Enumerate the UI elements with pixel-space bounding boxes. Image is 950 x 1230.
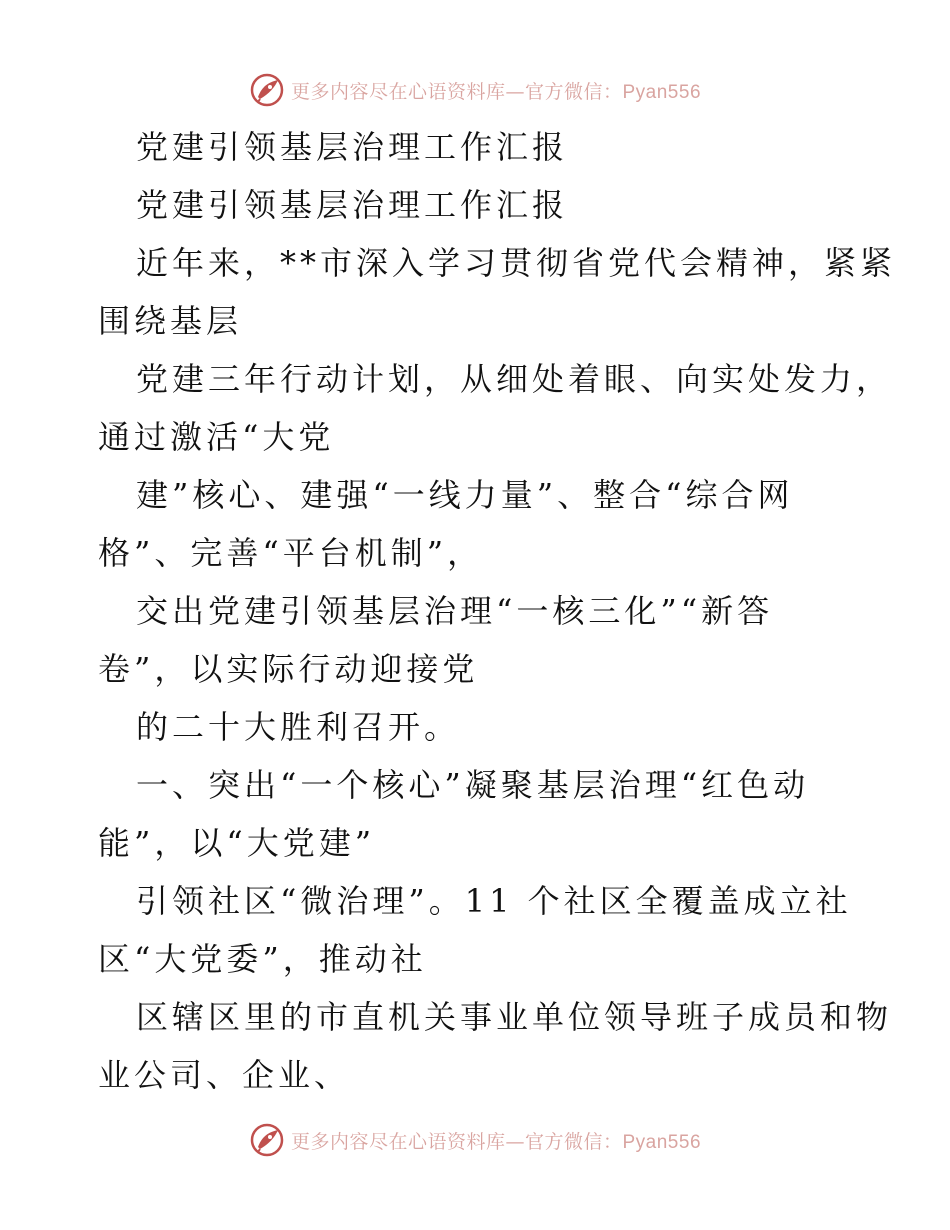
text-line: 引领社区“微治理”。11 个社区全覆盖成立社 — [136, 882, 852, 920]
watermark-group — [249, 1122, 701, 1158]
text-line: 交出党建引领基层治理“一核三化”“新答 — [136, 592, 774, 630]
footer-watermark — [0, 1120, 950, 1160]
text-line: 业公司、企业、 — [98, 1056, 351, 1094]
watermark-group — [249, 72, 701, 108]
pen-nib-logo-icon — [249, 1122, 285, 1158]
text-line: 卷”，以实际行动迎接党 — [98, 650, 479, 688]
watermark-account: Pyan556 — [622, 1131, 702, 1153]
text-line: 党建引领基层治理工作汇报 — [136, 128, 569, 166]
document-body — [98, 118, 897, 1104]
text-line: 一、突出“一个核心”凝聚基层治理“红色动 — [136, 766, 810, 804]
text-line: 能”，以“大党建” — [98, 824, 376, 862]
text-line: 通过激活“大党 — [98, 418, 335, 456]
header-watermark — [0, 70, 950, 110]
text-line: 区辖区里的市直机关事业单位领导班子成员和物 — [136, 998, 893, 1036]
text-line: 围绕基层 — [98, 302, 243, 340]
text-line: 的二十大胜利召开。 — [136, 708, 461, 746]
text-line: 党建三年行动计划，从细处着眼、向实处发力， — [136, 360, 893, 398]
watermark-text: 更多内容尽在心语资料库—官方微信：Pyan556 — [290, 1130, 702, 1153]
pen-nib-logo-icon — [249, 72, 285, 108]
text-line: 格”、完善“平台机制”， — [98, 534, 484, 572]
text-line: 建”核心、建强“一线力量”、整合“综合网 — [136, 476, 794, 514]
text-line: 近年来，**市深入学习贯彻省党代会精神，紧紧 — [136, 244, 897, 282]
watermark-account: Pyan556 — [622, 81, 702, 103]
watermark-text: 更多内容尽在心语资料库—官方微信：Pyan556 — [290, 80, 702, 103]
text-line: 区“大党委”，推动社 — [98, 940, 427, 978]
text-line: 党建引领基层治理工作汇报 — [136, 186, 569, 224]
